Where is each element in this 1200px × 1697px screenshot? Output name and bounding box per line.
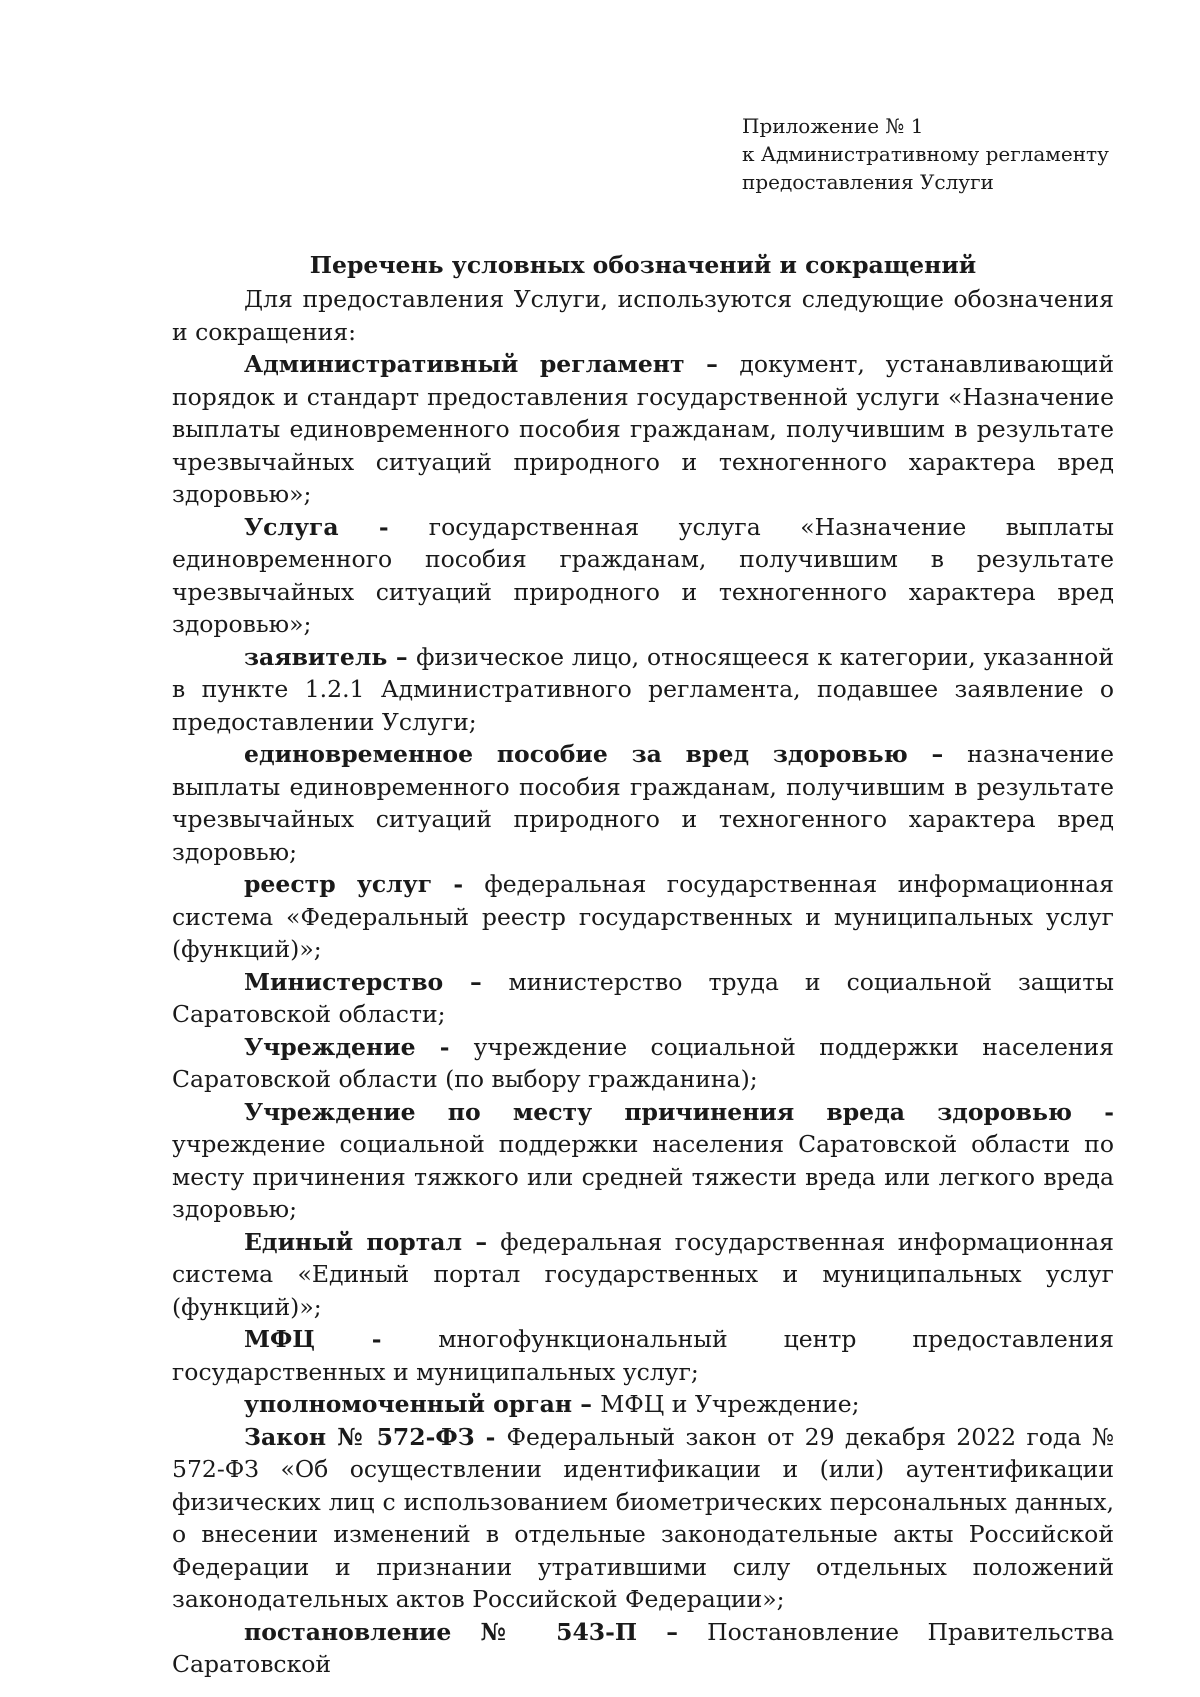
definition-text: Федеральный закон от 29 декабря 2022 года № 572-ФЗ «Об осуществлении идентификации и (или) аутентификации физических лиц с использованием биометрических персональных данных, о внесении изменений в отдельные законодательные акты Российской Федерации и признании утратившими силу отдельных положений законодательных актов Российской Федерации»; [172,1422,1114,1613]
annex-line-1: Приложение № 1 [742,114,924,138]
definition-item [172,738,1114,868]
intro-paragraph: Для предоставления Услуги, используются следующие обозначения и сокращения: [172,285,1114,346]
definition-item [172,868,1114,966]
definition-text: министерство труда и социальной защиты Саратовской области; [172,967,1114,1028]
definition-text: многофункциональный центр предоставления государственных и муниципальных услуг; [172,1325,1114,1386]
definition-separator: – [637,1617,708,1646]
definition-separator: - [415,1032,474,1061]
definition-term: Учреждение [244,1032,416,1061]
definition-separator: – [462,1227,501,1256]
definition-term: Административный регламент [244,350,685,378]
definition-term: Услуга [244,512,339,541]
definition-text: Постановление Правительства Саратовской [172,1617,1114,1678]
definition-term: уполномоченный орган [244,1390,573,1418]
definition-separator: – [387,642,417,671]
definition-term: МФЦ [244,1325,316,1353]
definition-term: постановление № 543-П [244,1617,638,1646]
definition-separator: – [907,740,968,768]
definition-item [172,1616,1114,1681]
definition-text: физическое лицо, относящееся к категории, указанной в пункте 1.2.1 Административного регламента, подавшее заявление о предоставлении Услуги; [172,642,1114,736]
annex-line-2: к Административному регламенту [742,142,1109,166]
definition-text: назначение выплаты единовременного пособия гражданам, получившим в результате чрезвычайных ситуаций природного и техногенного характера вред здоровью; [172,740,1114,866]
definition-term: Учреждение по месту причинения вреда здоровью [244,1097,1073,1126]
definition-separator: - [474,1422,507,1451]
definition-term: Закон № 572-ФЗ [244,1422,475,1451]
definition-item [172,1031,1114,1096]
definition-term: реестр услуг [244,870,433,898]
definition-item [172,1226,1114,1324]
definition-text: государственная услуга «Назначение выплаты единовременного пособия гражданам, получившим в результате чрезвычайных ситуаций природного и техногенного характера вред здоровью»; [172,512,1114,638]
definition-text: учреждение социальной поддержки населения Саратовской области по месту причинения тяжкого или средней тяжести вреда или легкого вреда здоровью; [172,1130,1114,1223]
definition-term: Министерство [244,967,444,996]
definition-separator: – [443,967,509,996]
definition-separator: - [1072,1097,1114,1126]
definition-text: МФЦ и Учреждение; [600,1390,860,1418]
definition-text: федеральная государственная информационная система «Федеральный реестр государственных и муниципальных услуг (функций)»; [172,870,1114,963]
definition-item [172,966,1114,1031]
document-title: Перечень условных обозначений и сокращений [309,251,977,279]
definition-term: единовременное пособие за вред здоровью [244,740,908,768]
definition-separator: – [572,1390,601,1418]
document-body [172,283,1114,1681]
definition-term: заявитель [244,642,388,671]
definition-item [172,641,1114,739]
definition-item [172,1323,1114,1388]
definition-item [172,348,1114,511]
definition-item [172,1096,1114,1226]
definition-separator: - [315,1325,439,1353]
definition-separator: - [338,512,429,541]
definition-item [172,511,1114,641]
annex-header [742,112,1162,196]
definition-item [172,1388,1114,1421]
definition-separator: – [684,350,740,378]
definition-term: Единый портал [244,1227,463,1256]
definition-text: документ, устанавливающий порядок и стандарт предоставления государственной услуги «Назначение выплаты единовременного пособия гражданам, получившим в результате чрезвычайных ситуаций природного и техногенного характера вред здоровью»; [172,350,1114,508]
definition-text: федеральная государственная информационная система «Единый портал государственных и муниципальных услуг (функций)»; [172,1227,1114,1321]
definition-item [172,1421,1114,1616]
definition-separator: - [432,870,485,898]
annex-line-3: предоставления Услуги [742,170,994,194]
definition-text: учреждение социальной поддержки населения Саратовской области (по выбору гражданина); [172,1032,1115,1093]
